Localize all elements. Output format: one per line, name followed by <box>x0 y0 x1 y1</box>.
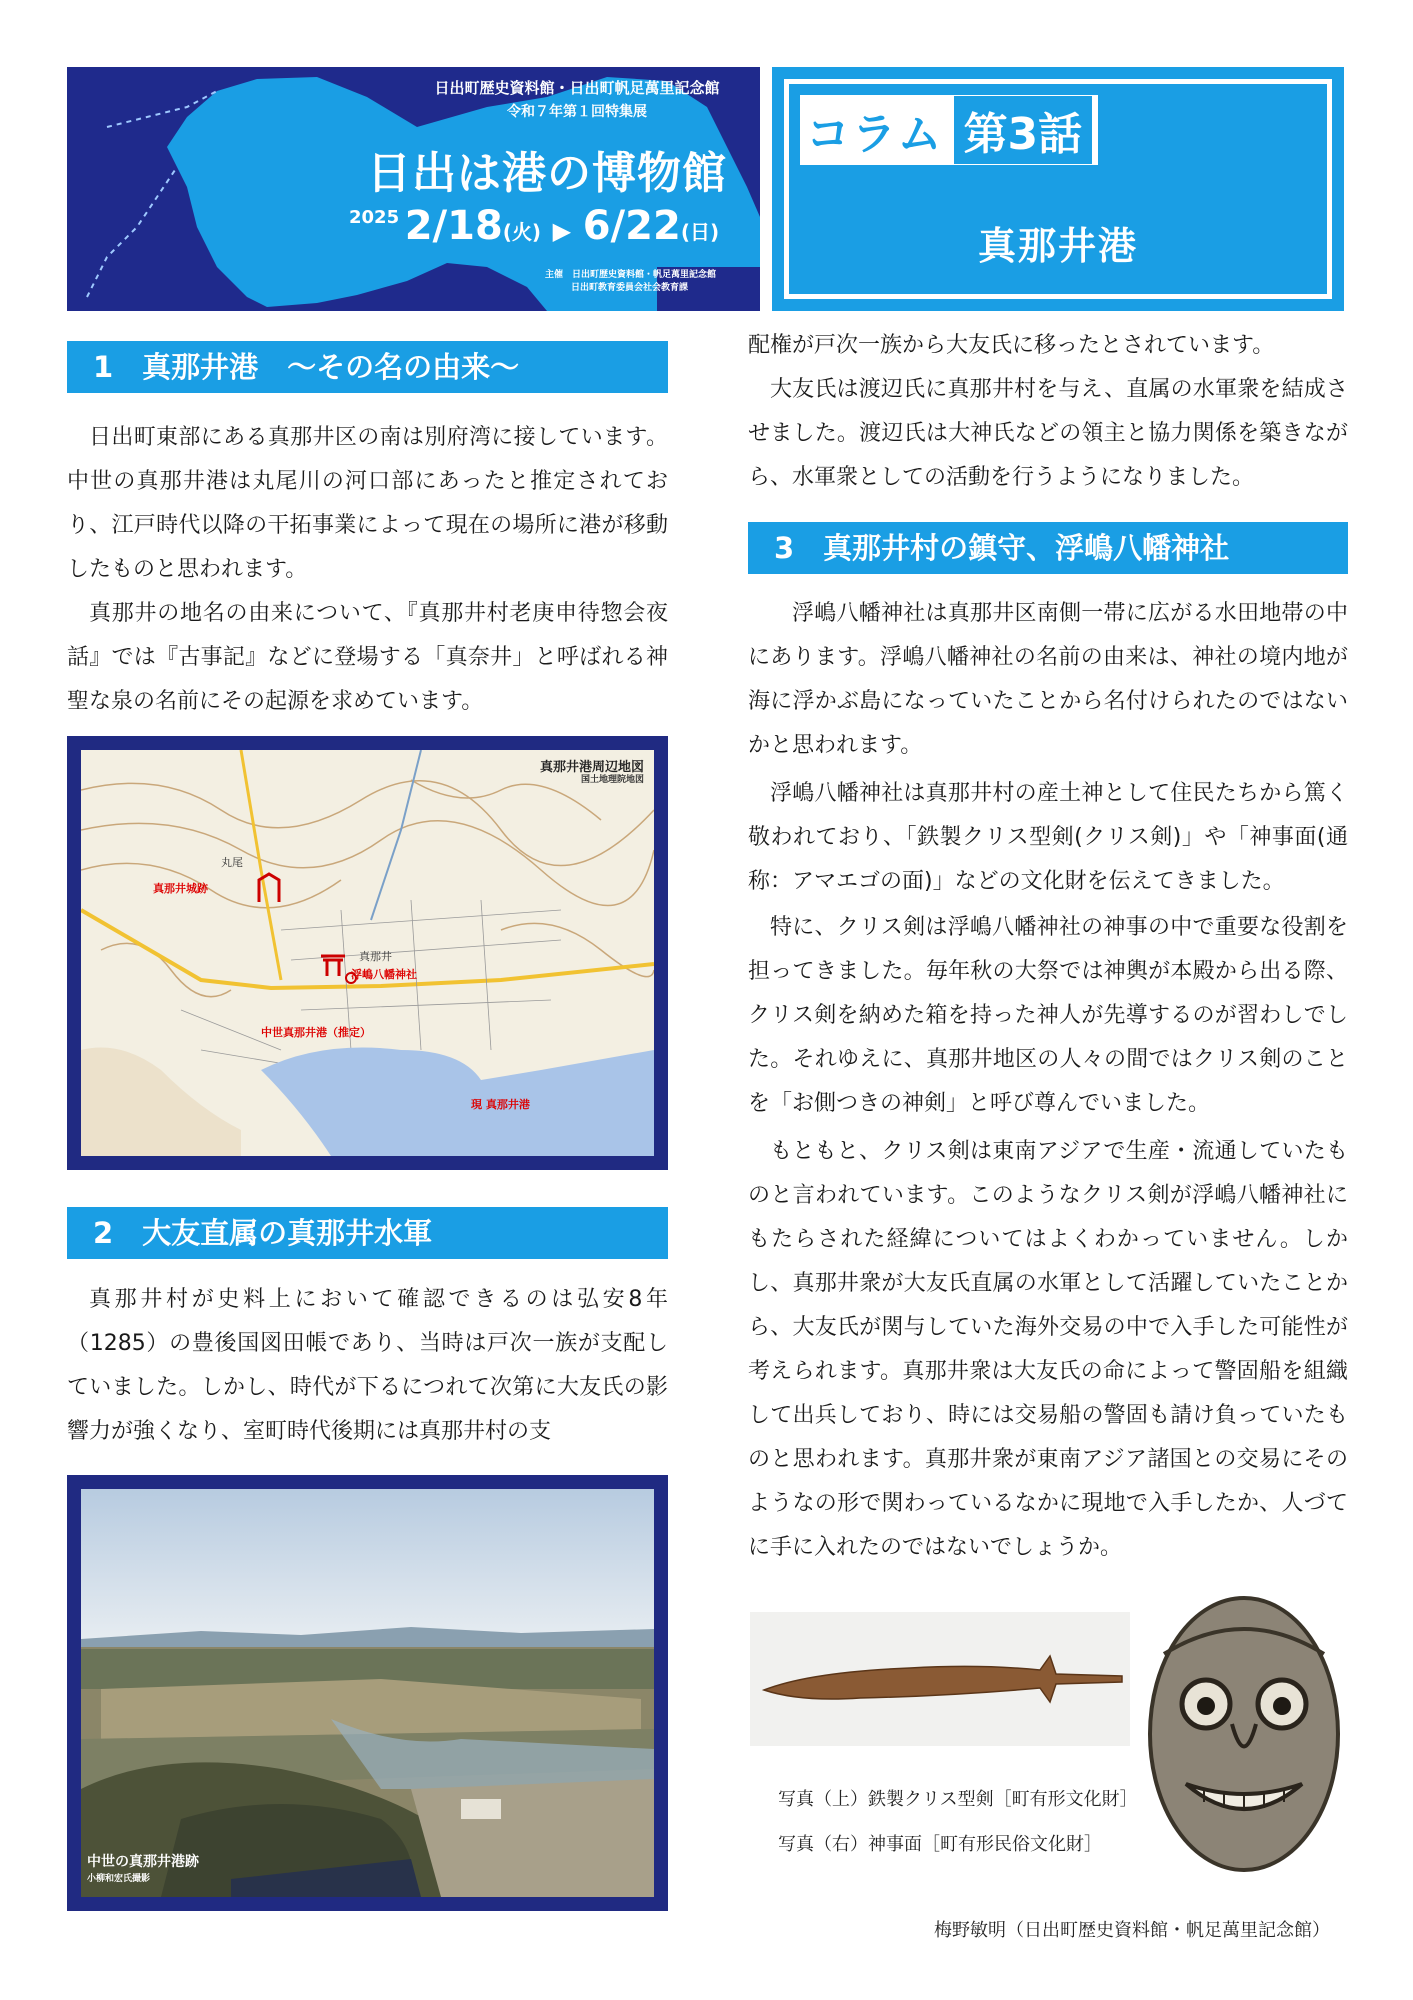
column-label: コラム <box>806 109 944 160</box>
section-3-paragraph-3: 特に、クリス剣は浮嶋八幡神社の神事の中で重要な役割を担ってきました。毎年秋の大祭では神輿が本殿から出る際、クリス剣を納めた箱を持った神人が先導するのが習わしでした。それゆえに、真那井地区の人々の間ではクリス剣のことを「お側つきの神剣」と呼び尊んでいました。 <box>748 915 1348 1116</box>
map-label-castle-site: 真那井城跡 <box>153 882 208 895</box>
start-date: 2/18 <box>404 203 503 249</box>
section-3-paragraph-1: 浮嶋八幡神社は真那井区南側一帯に広がる水田地帯の中にあります。浮嶋八幡神社の名前の由来は、神社の境内地が海に浮かぶ島になっていたことから名付けられたのではないかと思われます。 <box>748 601 1348 758</box>
aerial-landscape-graphic <box>81 1489 654 1897</box>
exhibition-banner <box>67 67 760 311</box>
exhibition-title: 日出は港の博物館 <box>367 148 727 199</box>
aerial-credit: 小柳和宏氏撮影 <box>87 1874 151 1884</box>
arrow-right-icon: ▶ <box>552 217 572 245</box>
exhibition-subtitle: 令和７年第１回特集展 <box>507 104 647 120</box>
author-credit: 梅野敏明（日出町歴史資料館・帆足萬里記念館） <box>934 1920 1330 1941</box>
host-line-1: 主催 日出町歴史資料館・帆足萬里記念館 <box>545 270 717 280</box>
section-3-paragraph-2: 浮嶋八幡神社は真那井村の産土神として住民たちから篤く敬われており、「鉄製クリス型剣(クリス剣)」や「神事面(通称：アマエゴの面)」などの文化財を伝えてきました。 <box>748 781 1348 894</box>
section-2-heading: 2 大友直属の真那井水軍 <box>67 1207 668 1259</box>
exhibition-year: 2025 <box>349 207 400 228</box>
caption-right-photo: 写真（右）神事面［町有形民俗文化財］ <box>778 1834 1102 1855</box>
column-subtitle: 真那井港 <box>977 224 1138 268</box>
ritual-mask-graphic <box>1144 1594 1344 1876</box>
column-badge <box>800 95 1098 165</box>
end-date: 6/22 <box>582 203 681 249</box>
section-2-continued: 配権が戸次一族から大友氏に移ったとされています。 <box>748 333 1275 358</box>
map-label-village: 真那井 <box>359 950 392 963</box>
map-label-shrine: 浮嶋八幡神社 <box>351 968 417 981</box>
map-label-maruo: 丸尾 <box>221 856 243 869</box>
start-day: (火) <box>502 220 542 244</box>
section-1-paragraph-2: 真那井の地名の由来について、『真那井村老庚申待惣会夜話』では『古事記』などに登場する「真奈井」と呼ばれる神聖な泉の名前にその起源を求めています。 <box>67 601 668 714</box>
section-3-paragraph-4: もともと、クリス剣は東南アジアで生産・流通していたものと言われています。このようなクリス剣が浮嶋八幡神社にもたらされた経緯についてはよくわかっていません。しかし、真那井衆が大友氏直属の水軍として活躍していたことから、大友氏が関与していた海外交易の中で入手した可能性が考えられます。真那井衆は大友氏の命によって警固船を組織して出兵しており、時には交易船の警固も請け負っていたものと思われます。真那井衆が東南アジア諸国との交易にそのようなの形で関わっているなかに現地で入手したか、人づてに手に入れたのではないでしょうか。 <box>748 1139 1348 1560</box>
map-label-medieval-port: 中世真那井港（推定） <box>261 1026 371 1039</box>
map-label-current-port: 現 真那井港 <box>471 1098 530 1111</box>
section-3-heading: 3 真那井村の鎮守、浮嶋八幡神社 <box>748 522 1348 574</box>
column-title-box <box>772 67 1344 311</box>
aerial-photo-figure <box>67 1475 668 1911</box>
section-1-paragraph-1: 日出町東部にある真那井区の南は別府湾に接しています。中世の真那井港は丸尾川の河口部にあったと推定されており、江戸時代以降の干拓事業によって現在の場所に港が移動したものと思われます。 <box>67 425 668 582</box>
map-source: 国土地理院地図 <box>580 775 644 785</box>
map-image <box>81 750 654 1156</box>
map-title: 真那井港周辺地図 <box>539 760 644 775</box>
column-episode: 第3話 <box>954 96 1093 164</box>
caption-top-photo: 写真（上）鉄製クリス型剣［町有形文化財］ <box>778 1789 1138 1810</box>
kris-sword-graphic <box>750 1612 1130 1746</box>
section-2-paragraph-2: 大友氏は渡辺氏に真那井村を与え、直属の水軍衆を結成させました。渡辺氏は大神氏などの領主と協力関係を築きながら、水軍衆としての活動を行うようになりました。 <box>748 377 1348 490</box>
section-2-paragraph-1: 真那井村が史料上において確認できるのは弘安8年（1285）の豊後国図田帳であり、当時は戸次一族が支配していました。しかし、時代が下るにつれて次第に大友氏の影響力が強くなり、室町時代後期には真那井村の支 <box>67 1287 668 1444</box>
host-line-2: 日出町教育委員会社会教育課 <box>571 283 689 293</box>
exhibition-dates <box>349 203 760 249</box>
ritual-mask-photo <box>1144 1594 1344 1876</box>
host-info <box>545 269 716 295</box>
map-figure <box>67 736 668 1170</box>
aerial-photo-image <box>81 1489 654 1897</box>
aerial-caption: 中世の真那井港跡 <box>87 1854 199 1870</box>
kris-sword-photo <box>750 1612 1130 1746</box>
museum-name: 日出町歴史資料館・日出町帆足萬里記念館 <box>434 79 720 97</box>
section-1-heading: 1 真那井港 ～その名の由来～ <box>67 341 668 393</box>
end-day: (日) <box>680 220 720 244</box>
